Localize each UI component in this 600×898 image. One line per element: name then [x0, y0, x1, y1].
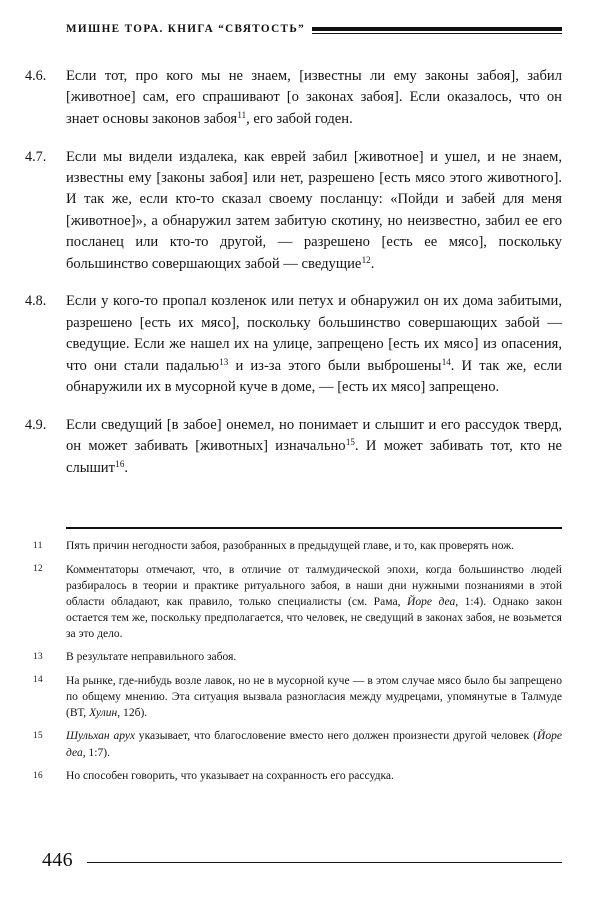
- halacha-text-part: Если сведущий [в забое] онемел, но понимает и слышит и его рассудок тверд, он может забивать [животных] изначально: [66, 416, 562, 455]
- footnote-text-part: указывает, что благословение вместо него должен произнести другой человек (: [134, 730, 537, 743]
- halacha-4-6: [25, 66, 562, 130]
- footnote-number: 11: [33, 540, 43, 551]
- halacha-text-mid: . И может забивать тот, кто не слышит: [66, 438, 562, 476]
- footnote-text: [66, 675, 562, 719]
- folio-rule: [87, 862, 562, 864]
- halacha-text-tail: . И так же, если обнаружили их в мусорной куче в доме, — [есть их мясо] запрещено.: [66, 357, 562, 395]
- halacha-number: 4.9.: [25, 416, 47, 433]
- running-head-rule-thick: [312, 27, 562, 31]
- page-number: 446: [42, 849, 73, 871]
- footnote-text: Пять причин негодности забоя, разобранных в предыдущей главе, и то, как проверять нож.: [66, 540, 515, 552]
- halacha-text: [66, 66, 562, 130]
- footnote-cited-work: Шульхан арух: [66, 730, 135, 743]
- footnote-item: [33, 768, 562, 784]
- footnote-item: [33, 562, 562, 642]
- footnote-text-part: , 12б).: [117, 706, 148, 719]
- footnote-text-part: , 1:7).: [82, 746, 110, 759]
- footnotes-block: [33, 527, 562, 784]
- halacha-text-part: Если у кого-то пропал козленок или петух и обнаружил он их дома забитыми, разрешено [есть их мясо], поскольку большинство совершающих забой — сведущие. Если же нашел их на улице, запрещено [есть их мясо] из опасения, что они стали падалью: [66, 293, 562, 374]
- footnote-item: [33, 538, 562, 554]
- running-head-rule: [312, 27, 562, 34]
- footnote-number: 12: [33, 564, 44, 575]
- footnote-item: [33, 649, 562, 665]
- footnote-text: Но способен говорить, что указывает на сохранность его рассудка.: [66, 770, 394, 783]
- footnote-ref-13[interactable]: 13: [219, 356, 229, 367]
- footnote-ref-15[interactable]: 15: [345, 437, 355, 448]
- body-text: [25, 66, 562, 479]
- running-head: [66, 20, 562, 40]
- footnote-list: [33, 527, 562, 784]
- footnote-text-part: , 1:4). Однако закон остается тем же, поскольку предполагается, что человек, не сведущий в законах забоя, не возьмется за это дело.: [66, 595, 562, 640]
- halacha-text-tail: .: [124, 459, 128, 476]
- footnote-cited-work: Йоре деа: [66, 730, 562, 759]
- running-head-rule-thin: [312, 33, 562, 34]
- footnote-number: 15: [33, 731, 44, 742]
- halacha-4-8: [25, 291, 562, 398]
- running-head-title: МИШНЕ ТОРА. КНИГА “СВЯТОСТЬ”: [66, 23, 306, 36]
- footnote-text: [66, 730, 562, 758]
- footnote-text-part: Комментаторы отмечают, что, в отличие от талмудической эпохи, когда большинство людей разбиралось в теории и практике ритуального забоя, в наши дни нужными познаниями в этой области обладают, как правило, только специалисты (см. Рама,: [66, 563, 562, 608]
- halacha-4-7: [25, 147, 562, 275]
- footnote-ref-14[interactable]: 14: [441, 356, 451, 367]
- footnote-text: В результате неправильного забоя.: [66, 651, 237, 664]
- halacha-text: [66, 291, 562, 398]
- halacha-number: 4.6.: [25, 68, 47, 84]
- footnote-item: [33, 673, 562, 721]
- footnote-number: 16: [33, 770, 44, 781]
- footnote-text-part: На рынке, где-нибудь возле лавок, но не в мусорной куче — в этом случае мясо было бы запрещено по общему мнению. Эта ситуация вызвала разногласия между мудрецами, упомянутые в Талмуде (ВТ,: [66, 674, 562, 719]
- footnote-cited-work: Йоре деа: [406, 595, 456, 608]
- footnote-number: 14: [33, 675, 44, 686]
- footnote-ref-16[interactable]: 16: [115, 458, 125, 469]
- footnote-text: [66, 564, 562, 640]
- halacha-number: 4.7.: [25, 148, 47, 165]
- halacha-text-tail: .: [370, 255, 375, 272]
- footnote-cited-work: Хулин: [89, 706, 118, 719]
- halacha-text-mid: и из-за этого были выброшены: [228, 357, 442, 374]
- halacha-text-part: Если тот, про кого мы не знаем, [известны ли ему законы забоя], забил [животное] сам, его спрашивают [о законах забоя]. Если оказалось, что он знает основы законов забоя: [66, 68, 562, 127]
- footnote-item: [33, 728, 562, 760]
- halacha-text: [66, 147, 562, 275]
- halacha-text-tail: , его забой годен.: [246, 110, 353, 127]
- folio: [42, 848, 562, 872]
- halacha-text-part: Если мы видели издалека, как еврей забил [животное] и ушел, и не знаем, известны ему [законы забоя] или нет, разрешено [есть мясо этого животного]. И так же, если кто-то сказал своему посланцу: «Пойди и забей для меня [животное]», а обнаружил затем забитую скотину, но неизвестно, забил ее его посланец или кто-то другой, — разрешено [есть ее мясо], поскольку большинство совершающих забой — сведущие: [66, 148, 562, 272]
- footnote-ref-11[interactable]: 11: [237, 110, 247, 121]
- halacha-text: [66, 415, 562, 479]
- halacha-4-9: [25, 415, 562, 479]
- footnote-number: 13: [33, 651, 44, 662]
- halacha-number: 4.8.: [25, 293, 47, 310]
- footnote-ref-12[interactable]: 12: [361, 254, 371, 265]
